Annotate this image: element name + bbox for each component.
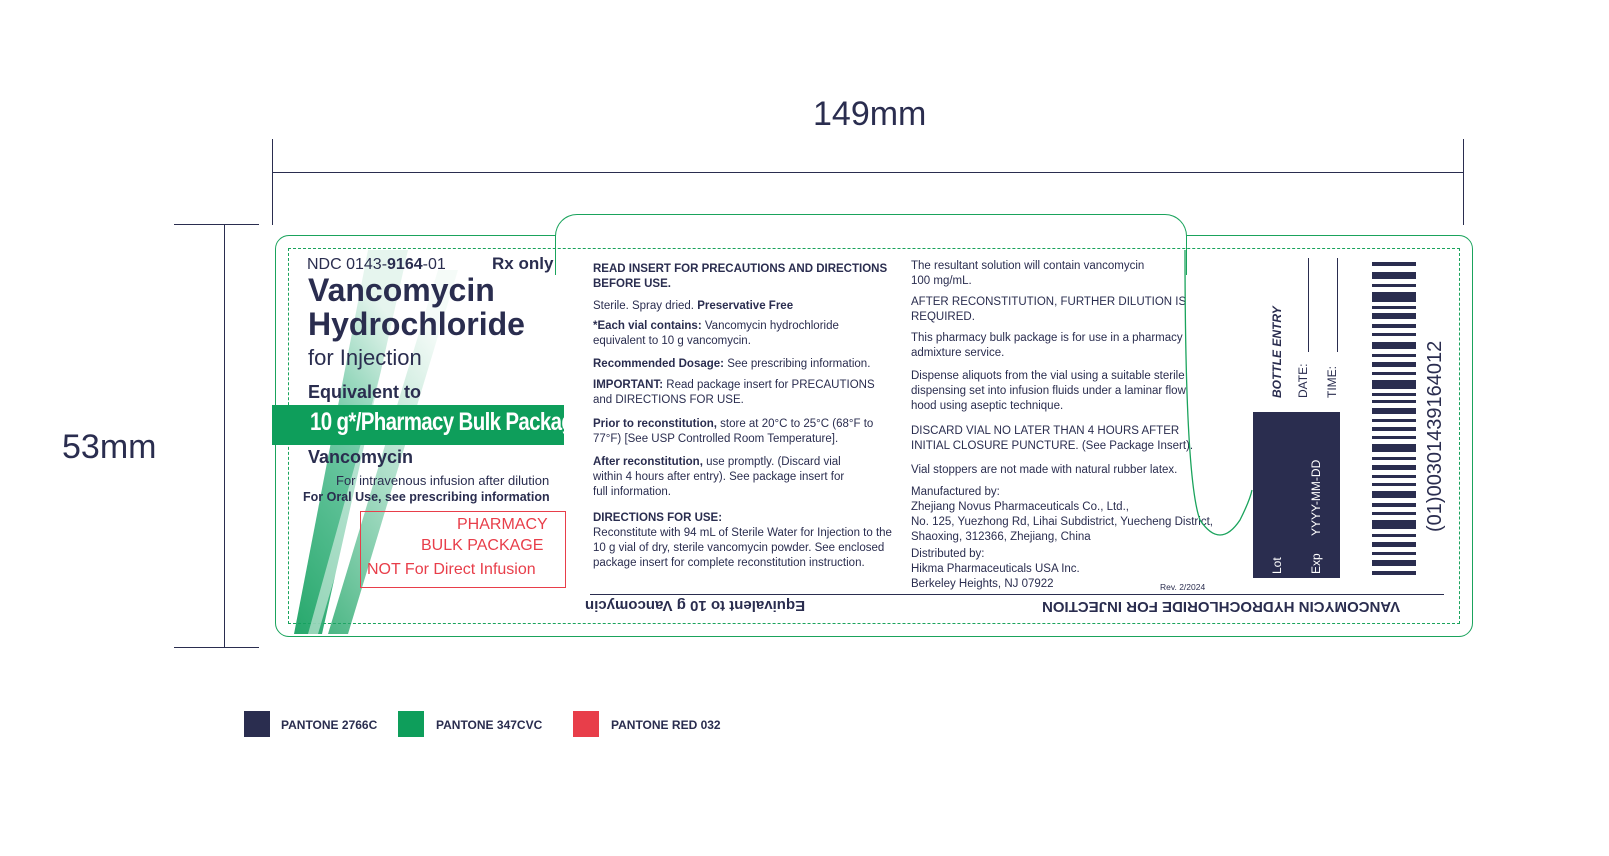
- rx-only: Rx only: [492, 254, 554, 273]
- barcode-bar: [1372, 354, 1416, 357]
- latex-note: Vial stoppers are not made with natural rubber latex.: [911, 464, 1178, 476]
- barcode-bar: [1372, 427, 1416, 431]
- time-label: TIME:: [1325, 366, 1339, 398]
- drug-name-line1: Vancomycin: [308, 272, 495, 308]
- inverted-product-name: VANCOMYCIN HYDROCHLORIDE FOR INJECTION: [1042, 598, 1401, 615]
- directions-text: Reconstitute with 94 mL of Sterile Water for Injection to the 10 g vial of dry, sterile vancomycin powder. See enclosed package insert for complete reconstitution instruction.: [593, 527, 892, 569]
- strength-banner-text: 10 g*/Pharmacy Bulk Package: [310, 408, 585, 436]
- ndc-number: NDC 0143-9164-01: [307, 256, 446, 273]
- after-reconstitution: After reconstitution, use promptly. (Discard vial within 4 hours after entry). See package insert for full information.: [593, 456, 845, 498]
- inverted-equivalent-text: Equivalent to 10 g Vancomycin: [585, 597, 806, 614]
- lot-label: Lot: [1270, 557, 1284, 574]
- barcode-bar: [1372, 457, 1416, 460]
- time-line: [1337, 258, 1338, 352]
- barcode-bar: [1372, 362, 1416, 367]
- dispense-aliquots: Dispense aliquots from the vial using a suitable sterile dispensing set into infusion fluids under a laminar flow hood using aseptic technique.: [911, 370, 1186, 412]
- pharmacy-line2: BULK PACKAGE: [421, 537, 544, 554]
- iv-use-note: For intravenous infusion after dilution: [336, 473, 550, 488]
- swatch-navy-label: PANTONE 2766C: [281, 718, 378, 732]
- barcode-bar: [1372, 475, 1416, 478]
- oral-use-note: For Oral Use, see prescribing information: [303, 490, 550, 504]
- barcode-bar: [1372, 284, 1416, 287]
- manufacturer-address2: Shaoxing, 312366, Zhejiang, China: [911, 531, 1091, 543]
- lot-exp-box: [1253, 412, 1340, 578]
- barcode-bar: [1372, 342, 1416, 349]
- barcode-bar: [1372, 560, 1416, 566]
- barcode-bar: [1372, 552, 1416, 555]
- barcode-bar: [1372, 262, 1416, 266]
- date-label: DATE:: [1296, 363, 1310, 398]
- tab-curve-line: [1180, 250, 1260, 550]
- each-vial-contains: *Each vial contains: Vancomycin hydrochloride equivalent to 10 g vancomycin.: [593, 320, 839, 347]
- exp-format: YYYY-MM-DD: [1309, 459, 1323, 536]
- vancomycin-label: Vancomycin: [308, 447, 414, 467]
- distributed-by-label: Distributed by:: [911, 548, 985, 560]
- barcode-bar: [1372, 512, 1416, 515]
- swatch-green-label: PANTONE 347CVC: [436, 718, 543, 732]
- barcode-bar: [1372, 465, 1416, 470]
- barcode: [1372, 262, 1416, 580]
- manufacturer-name: Zhejiang Novus Pharmaceuticals Co., Ltd.,: [911, 501, 1129, 513]
- barcode-bar: [1372, 380, 1416, 389]
- barcode-bar: [1372, 483, 1416, 486]
- barcode-bar: [1372, 571, 1416, 575]
- prior-to-reconstitution: Prior to reconstitution, store at 20°C to 25°C (68°F to 77°F) [See USP Controlled Room Temperature].: [593, 418, 874, 445]
- recommended-dosage: Recommended Dosage: See prescribing information.: [593, 358, 871, 370]
- pharmacy-line3: NOT For Direct Infusion: [367, 561, 536, 578]
- width-dimension-line: [272, 172, 1464, 173]
- revision-date: Rev. 2/2024: [1160, 582, 1206, 592]
- barcode-bar: [1372, 306, 1416, 309]
- barcode-bar: [1372, 313, 1416, 319]
- bottle-entry-label: BOTTLE ENTRY: [1270, 306, 1284, 398]
- distributor-name: Hikma Pharmaceuticals USA Inc.: [911, 563, 1080, 575]
- swatch-green: [398, 711, 424, 737]
- date-line: [1308, 258, 1309, 352]
- manufactured-by-label: Manufactured by:: [911, 486, 1000, 498]
- read-insert-heading: READ INSERT FOR PRECAUTIONS AND DIRECTIONS BEFORE USE.: [593, 263, 888, 290]
- equivalent-to: Equivalent to: [308, 382, 422, 402]
- barcode-bar: [1372, 491, 1416, 498]
- drug-name-line2: Hydrochloride: [308, 306, 525, 342]
- swatch-navy: [244, 711, 270, 737]
- barcode-bar: [1372, 520, 1416, 529]
- barcode-bar: [1372, 534, 1416, 537]
- pharmacy-line1: PHARMACY: [457, 516, 548, 533]
- barcode-bar: [1372, 419, 1416, 422]
- barcode-bar: [1372, 436, 1416, 439]
- barcode-bar: [1372, 272, 1416, 279]
- barcode-bar: [1372, 393, 1416, 396]
- swatch-red-label: PANTONE RED 032: [611, 718, 721, 732]
- barcode-bar: [1372, 400, 1416, 403]
- resultant-solution: The resultant solution will contain vancomycin 100 mg/mL.: [911, 260, 1145, 287]
- height-dimension-tick-top: [174, 224, 259, 225]
- directions-heading: DIRECTIONS FOR USE:: [593, 512, 723, 524]
- sterile-line: Sterile. Spray dried. Preservative Free: [593, 300, 794, 312]
- barcode-bar: [1372, 503, 1416, 507]
- distributor-address: Berkeley Heights, NJ 07922: [911, 578, 1054, 590]
- further-dilution: AFTER RECONSTITUTION, FURTHER DILUTION IS REQUIRED.: [911, 296, 1187, 323]
- width-dimension-tick-left: [272, 139, 273, 225]
- height-dimension-line: [224, 224, 225, 648]
- height-dimension-label: 53mm: [62, 428, 157, 466]
- barcode-bar: [1372, 324, 1416, 328]
- barcode-bar: [1372, 292, 1416, 302]
- width-dimension-label: 149mm: [813, 95, 927, 133]
- barcode-bar: [1372, 542, 1416, 547]
- exp-label: Exp: [1309, 553, 1323, 574]
- height-dimension-tick-bottom: [174, 647, 259, 648]
- width-dimension-tick-right: [1463, 139, 1464, 225]
- dosage-form: for Injection: [308, 345, 422, 370]
- gtin-number: (01)00301439164012: [1424, 340, 1446, 532]
- discard-vial: DISCARD VIAL NO LATER THAN 4 HOURS AFTER INITIAL CLOSURE PUNCTURE. (See Package Insert).: [911, 425, 1194, 452]
- swatch-red: [573, 711, 599, 737]
- manufacturer-address1: No. 125, Yuezhong Rd, Lihai Subdistrict, Yuecheng District,: [911, 516, 1213, 528]
- important-note: IMPORTANT: Read package insert for PRECAUTIONS and DIRECTIONS FOR USE.: [593, 379, 875, 406]
- barcode-bar: [1372, 372, 1416, 375]
- barcode-bar: [1372, 333, 1416, 336]
- pharmacy-bulk-use: This pharmacy bulk package is for use in a pharmacy admixture service.: [911, 332, 1183, 359]
- bottom-divider: [590, 594, 1444, 595]
- barcode-bar: [1372, 408, 1416, 414]
- barcode-bar: [1372, 444, 1416, 452]
